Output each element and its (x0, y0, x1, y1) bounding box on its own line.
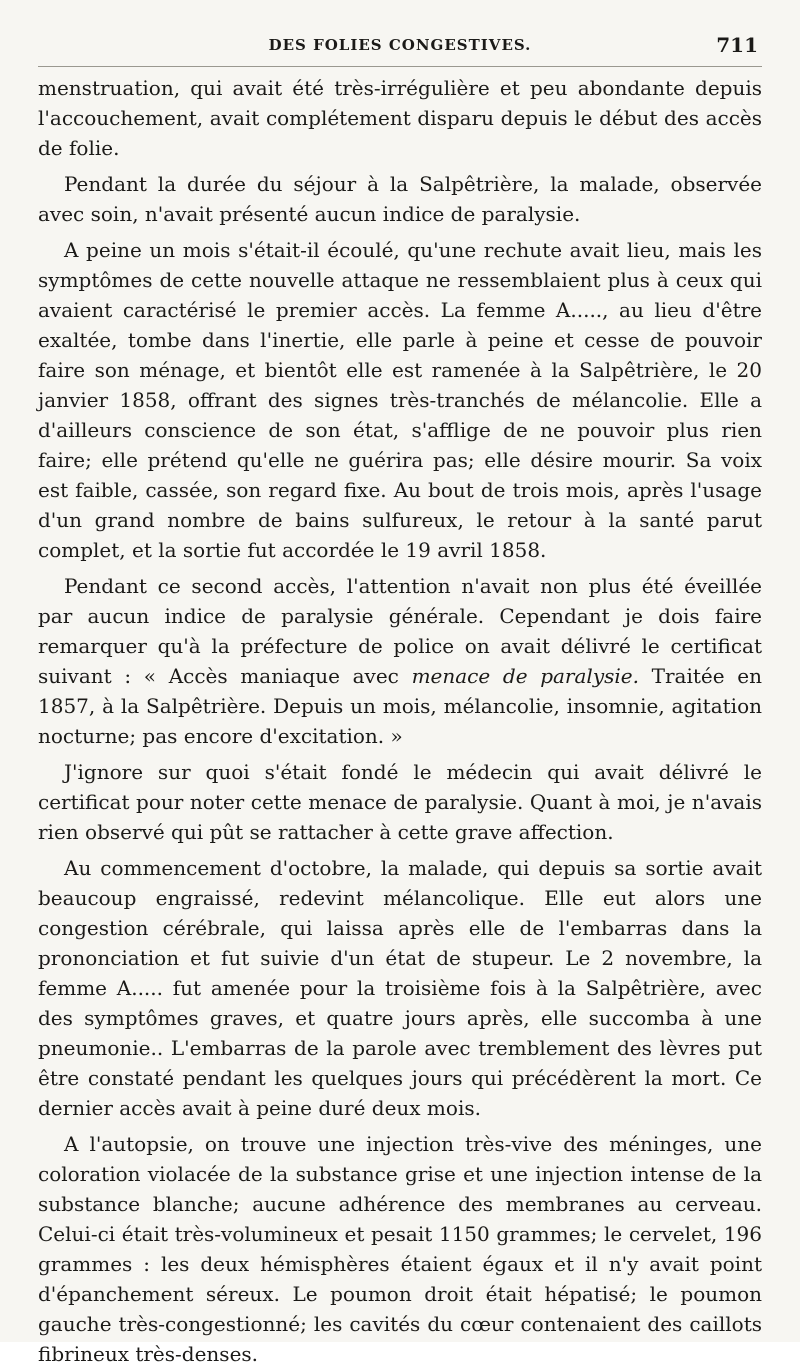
paragraph-1: menstruation, qui avait été très-irrégulière et peu abondante depuis l'accouchement, avait complétement disparu depuis le début des accès de folie. (38, 76, 762, 160)
paragraph-3: A peine un mois s'était-il écoulé, qu'une rechute avait lieu, mais les symptômes de cette nouvelle attaque ne ressemblaient plus à ceux qui avaient caractérisé le premier accès. La femme A....., au lieu d'être exaltée, tombe dans l'inertie, elle parle à peine et cesse de pouvoir faire son ménage, et bientôt elle est ramenée à la Salpêtrière, le 20 janvier 1858, offrant des signes très-tranchés de mélancolie. Elle a d'ailleurs conscience de son état, s'afflige de ne pouvoir plus rien faire; elle prétend qu'elle ne guérira pas; elle désire mourir. Sa voix est faible, cassée, son regard fixe. Au bout de trois mois, après l'usage d'un grand nombre de bains sulfureux, le retour à la santé parut complet, et la sortie fut accordée le 19 avril 1858. (38, 238, 762, 562)
paragraph-6: Au commencement d'octobre, la malade, qui depuis sa sortie avait beaucoup engraissé, redevint mélancolique. Elle eut alors une congestion cérébrale, qui laissa après elle de l'embarras dans la prononciation et fut suivie d'un état de stupeur. Le 2 novembre, la femme A..... fut amenée pour la troisième fois à la Salpêtrière, avec des symptômes graves, et quatre jours après, elle succomba à une pneumonie.. L'embarras de la parole avec tremblement des lèvres put être constaté pendant les quelques jours qui précédèrent la mort. Ce dernier accès avait à peine duré deux mois. (38, 856, 762, 1120)
paragraph-2: Pendant la durée du séjour à la Salpêtrière, la malade, observée avec soin, n'avait présenté aucun indice de paralysie. (38, 172, 762, 226)
paragraph-4-emphasis: menace de paralysie. (411, 664, 639, 688)
running-head (38, 30, 762, 67)
paragraph-4 (38, 571, 762, 751)
running-title: DES FOLIES CONGESTIVES. (268, 36, 532, 54)
paragraph-4-part-2: Traitée en 1857, à la Salpêtrière. Depuis un mois, mélancolie, insomnie, agitation nocturne; pas encore d'excitation. » (38, 664, 762, 748)
page-number: 711 (716, 33, 758, 57)
body-text (38, 73, 762, 1369)
paragraph-4-part-1: Pendant ce second accès, l'attention n'avait non plus été éveillée par aucun indice de paralysie générale. Cependant je dois faire remarquer qu'à la préfecture de police on avait délivré le certificat suivant : « Accès maniaque avec (38, 574, 762, 688)
paragraph-7: A l'autopsie, on trouve une injection très-vive des méninges, une coloration violacée de la substance grise et une injection intense de la substance blanche; aucune adhérence des membranes au cerveau. Celui-ci était très-volumineux et pesait 1150 grammes; le cervelet, 196 grammes : les deux hémisphères étaient égaux et il n'y avait point d'épanchement séreux. Le poumon droit était hépatisé; le poumon gauche très-congestionné; les cavités du cœur contenaient des caillots fibrineux très-denses. (38, 1132, 762, 1366)
paragraph-5: J'ignore sur quoi s'était fondé le médecin qui avait délivré le certificat pour noter cette menace de paralysie. Quant à moi, je n'avais rien observé qui pût se rattacher à cette grave affection. (38, 760, 762, 844)
